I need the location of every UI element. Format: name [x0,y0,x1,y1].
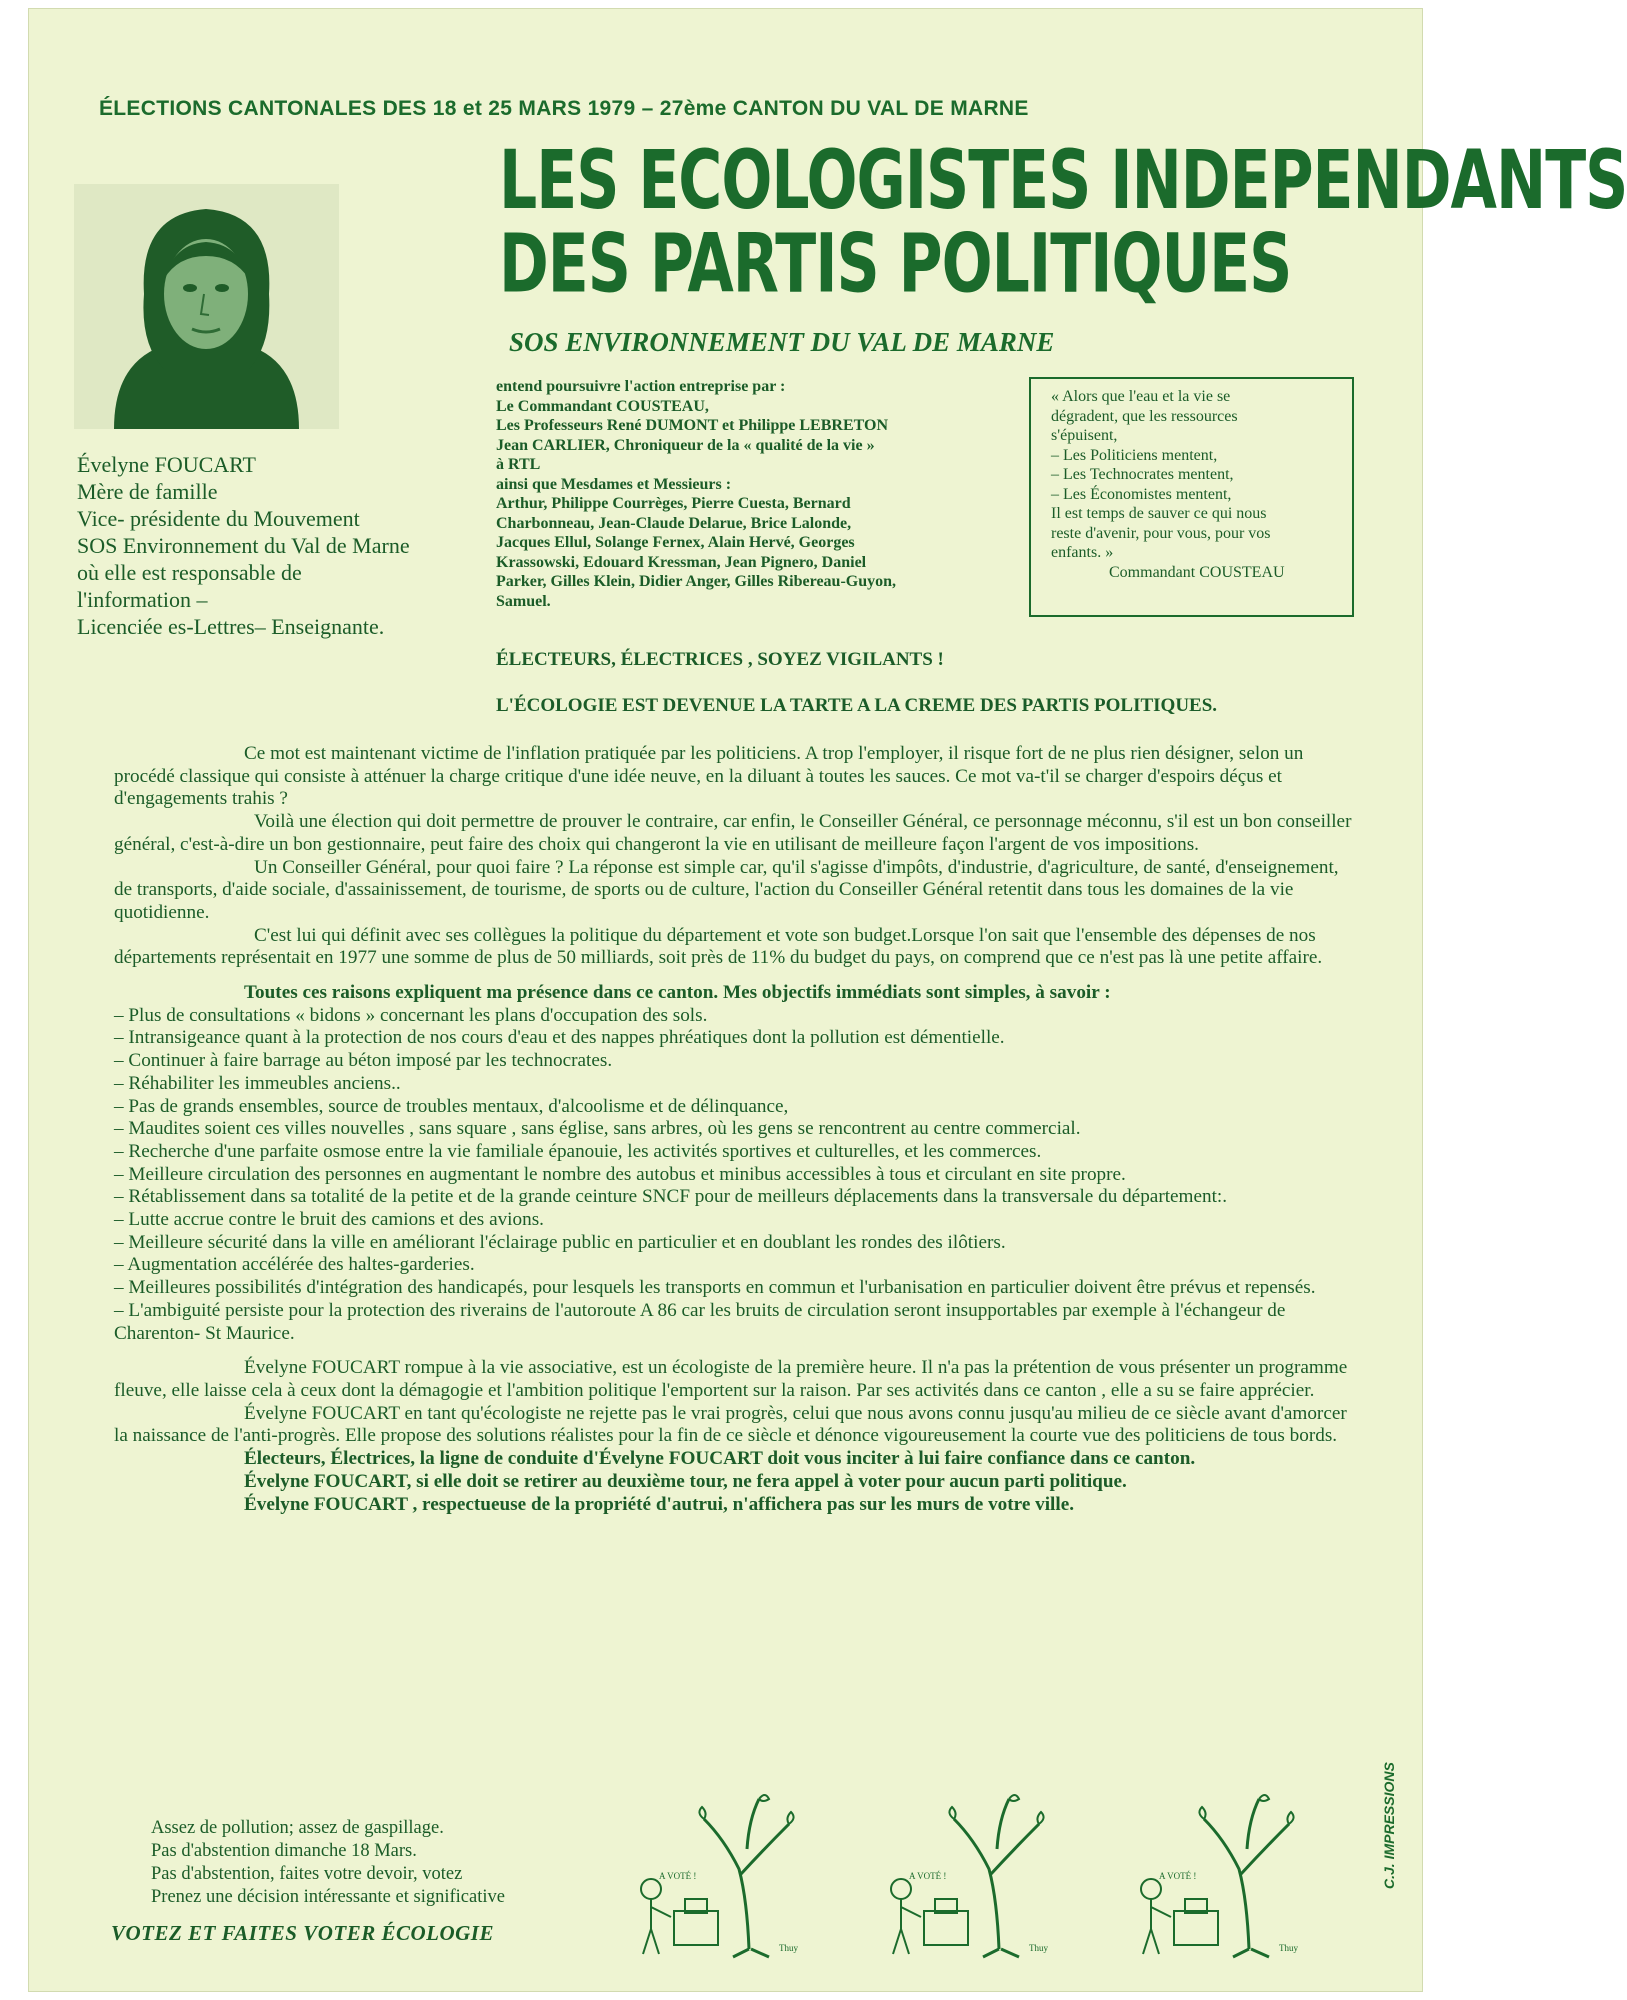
quote-line: dégradent, que les ressources [1051,407,1238,425]
objectives-intro: Toutes ces raisons expliquent ma présence dans ce canton. Mes objectifs immédiats sont simples, à savoir : [244,982,1111,1004]
election-header: ÉLECTIONS CANTONALES DES 18 et 25 MARS 1979 – 27ème CANTON DU VAL DE MARNE [99,97,1029,120]
body-paragraph-text: Un Conseiller Général, pour quoi faire ? La réponse est simple car, qu'il s'agisse d'impôts, d'industrie, d'agriculture, de santé, d'enseignement, de transports, d'aide sociale, d'assainissement, de tourisme, de sports ou de culture, l'action du Conseiller Général retentit dans tous les domaines de la vie quotidienne. [114,856,1339,923]
supporters-line: Les Professeurs René DUMONT et Philippe LEBRETON [496,417,889,434]
body-paragraph: Évelyne FOUCART, si elle doit se retirer au deuxième tour, ne fera appel à voter pour aucun parti politique. [244,1470,1127,1492]
closing-line: Prenez une décision intéressante et significative [151,1887,505,1907]
quote-line: – Les Technocrates mentent, [1051,466,1234,483]
printer-credit: C.J. IMPRESSIONS [1381,1762,1397,1889]
quote-line: – Les Politiciens mentent, [1051,446,1218,464]
caption-line: Évelyne FOUCART [77,452,256,477]
supporters-list [496,377,1036,611]
quote-line: – Les Économistes mentent, [1051,485,1232,503]
body-paragraph: Évelyne FOUCART en tant qu'écologiste ne rejette pas le vrai progrès, celui que nous avons connu jusqu'au milieu de ce siècle avant d'amorcer la naissance de l'anti-progrès. Elle propose des solutions réalistes pour la fin de ce siècle et dénonce vigoureusement la courte vue des politiciens de tous bords. [114,1402,1347,1447]
objective-item: – Meilleure sécurité dans la ville en améliorant l'éclairage public en particulier et en doublant les rondes des ilôtiers. [114,1231,1006,1253]
objective-item: – L'ambiguité persiste pour la protection des riverains de l'autoroute A 86 car les bruits de circulation seront insupportables par exemple à l'échangeur de Charenton- St Maurice. [114,1299,1286,1344]
candidate-caption [77,451,410,640]
main-title [499,133,1627,312]
supporters-line: entend poursuivre l'action entreprise par : [496,378,786,395]
supporters-line: à RTL [496,456,541,473]
quote-signature: Commandant COUSTEAU [1109,563,1285,581]
body-paragraph: Évelyne FOUCART rompue à la vie associative, est un écologiste de la première heure. Il n'a pas la prétention de vous présenter un programme fleuve, elle laisse cela à ceux dont la démagogie et l'ambition politique l'emportent sur la raison. Par ses activités dans ce canton , elle a su se faire apprécier. [114,1357,1348,1401]
closing-lines [151,1817,505,1909]
objectives-list [114,1005,1354,1346]
vote-slogan: VOTEZ ET FAITES VOTER ÉCOLOGIE [111,1921,494,1945]
spacer [114,970,1354,982]
objective-item: – Plus de consultations « bidons » concernant les plans d'occupation des sols. [114,1004,708,1026]
supporters-line: Jacques Ellul, Solange Fernex, Alain Hervé, Georges [496,534,855,551]
portrait-illustration [74,184,339,429]
objective-item: – Réhabiliter les immeubles anciens.. [114,1072,401,1094]
supporters-line: Krassowski, Edouard Kressman, Jean Pignero, Daniel [496,553,867,571]
caption-line: Mère de famille [77,479,218,504]
closing-line: Assez de pollution; assez de gaspillage. [151,1818,444,1838]
supporters-line: Parker, Gilles Klein, Didier Anger, Gilles Ribereau-Guyon, [496,573,897,590]
cartoon-speech: A VOTÉ ! [659,1871,697,1881]
objective-item: – Maudites soient ces villes nouvelles , sans square , sans église, sans arbres, où les gens se rencontrent au centre commercial. [114,1118,1081,1140]
objective-item: – Rétablissement dans sa totalité de la petite et de la grande ceinture SNCF pour de meilleurs déplacements dans la transversale du département:. [114,1186,1228,1208]
cousteau-quote-box [1029,377,1354,617]
supporters-line: Arthur, Philippe Courrèges, Pierre Cuesta, Bernard [496,495,851,512]
tree-ballot-illustration [629,1779,849,1959]
closing-line: Pas d'abstention, faites votre devoir, votez [151,1864,463,1884]
objective-item: – Lutte accrue contre le bruit des camions et des avions. [114,1209,544,1231]
body-paragraph: Ce mot est maintenant victime de l'inflation pratiquée par les politiciens. A trop l'employer, il risque fort de ne plus rien désigner, selon un procédé classique qui consiste à atténuer la charge critique d'une idée neuve, en la diluant à toutes les sauces. Ce mot va-t'il se charger d'espoirs déçus et d'engagements trahis ? [114,743,1304,810]
main-title-line1: LES ECOLOGISTES INDEPENDANTS [499,133,1627,229]
caption-line: Licenciée es-Lettres– Enseignante. [77,614,385,639]
cartoon-signature: Thuy [779,1943,798,1953]
objective-item: – Augmentation accélérée des haltes-garderies. [114,1254,475,1276]
candidate-photo [74,184,339,429]
objective-item: – Meilleures possibilités d'intégration des handicapés, pour lesquels les transports en commun et l'urbanisation en particulier doivent être prévus et repensés. [114,1277,1316,1299]
quote-line: s'épuisent, [1051,427,1118,444]
subtitle: SOS ENVIRONNEMENT DU VAL DE MARNE [509,327,1055,357]
voting-cartoon [879,1779,1099,1959]
cartoon-signature: Thuy [1029,1943,1048,1953]
objective-item: – Continuer à faire barrage au béton imposé par les technocrates. [114,1050,613,1072]
caption-line: où elle est responsable de [77,560,302,585]
supporters-line: Samuel. [496,592,551,610]
supporters-line: Charbonneau, Jean-Claude Delarue, Brice Lalonde, [496,514,852,532]
caption-line: l'information – [77,587,208,612]
quote-line: « Alors que l'eau et la vie se [1051,388,1231,405]
objective-item: – Intransigeance quant à la protection de nos cours d'eau et des nappes phréatiques dont la pollution est démentielle. [114,1027,1005,1049]
body-paragraph [114,857,1354,925]
supporters-line: ainsi que Mesdames et Messieurs : [496,475,732,493]
tree-ballot-illustration [1129,1779,1349,1959]
quote-line: enfants. » [1051,544,1114,561]
main-title-line2: DES PARTIS POLITIQUES [499,217,1292,312]
tree-ballot-illustration [879,1779,1099,1959]
closing-line: Pas d'abstention dimanche 18 Mars. [151,1841,417,1861]
vigilant-headline: ÉLECTEURS, ÉLECTRICES , SOYEZ VIGILANTS ! [496,649,944,670]
objective-item: – Meilleure circulation des personnes en augmentant le nombre des autobus et minibus accessibles à tous et circulant en site propre. [114,1163,1126,1185]
spacer [114,1345,1354,1357]
cartoon-speech: A VOTÉ ! [909,1871,947,1881]
caption-line: SOS Environnement du Val de Marne [77,533,410,558]
cartoon-speech: A VOTÉ ! [1159,1871,1197,1881]
caption-line: Vice- présidente du Mouvement [77,506,360,531]
leaflet-sheet [28,8,1627,1992]
body-paragraph: Électeurs, Électrices, la ligne de conduite d'Évelyne FOUCART doit vous inciter à lui faire confiance dans ce canton. [244,1448,1196,1470]
supporters-line: Jean CARLIER, Chroniqueur de la « qualité de la vie » [496,436,875,454]
tarte-headline: L'ÉCOLOGIE EST DEVENUE LA TARTE A LA CREME DES PARTIS POLITIQUES. [496,695,1218,716]
objective-item: – Pas de grands ensembles, source de troubles mentaux, d'alcoolisme et de délinquance, [114,1095,789,1117]
cartoon-signature: Thuy [1279,1943,1298,1953]
body-paragraph: C'est lui qui définit avec ses collègues la politique du département et vote son budget.Lorsque l'on sait que l'ensemble des dépenses de nos départements représentait en 1977 une somme de plus de 50 milliards, soit près de 11% du budget du pays, on comprend que ce n'est pas là une petite affaire. [114,924,1323,969]
supporters-line: Le Commandant COUSTEAU, [496,397,709,415]
quote-line: Il est temps de sauver ce qui nous [1051,505,1267,522]
body-text [114,743,1354,1516]
body-paragraph: Voilà une élection qui doit permettre de prouver le contraire, car enfin, le Conseiller Général, ce personnage méconnu, s'il est un bon conseiller général, c'est-à-dire un bon gestionnaire, peut faire des choix qui changeront la vie en utilisant de meilleure façon l'argent de vos impositions. [114,811,1352,855]
body-paragraph: Évelyne FOUCART , respectueuse de la propriété d'autrui, n'affichera pas sur les murs de votre ville. [244,1493,1075,1515]
quote-line: reste d'avenir, pour vous, pour vos [1051,524,1271,542]
voting-cartoon [629,1779,849,1959]
objective-item: – Recherche d'une parfaite osmose entre la vie familiale épanouie, les activités sportives et culturelles, et les commerces. [114,1140,1042,1162]
voting-cartoon [1129,1779,1349,1959]
